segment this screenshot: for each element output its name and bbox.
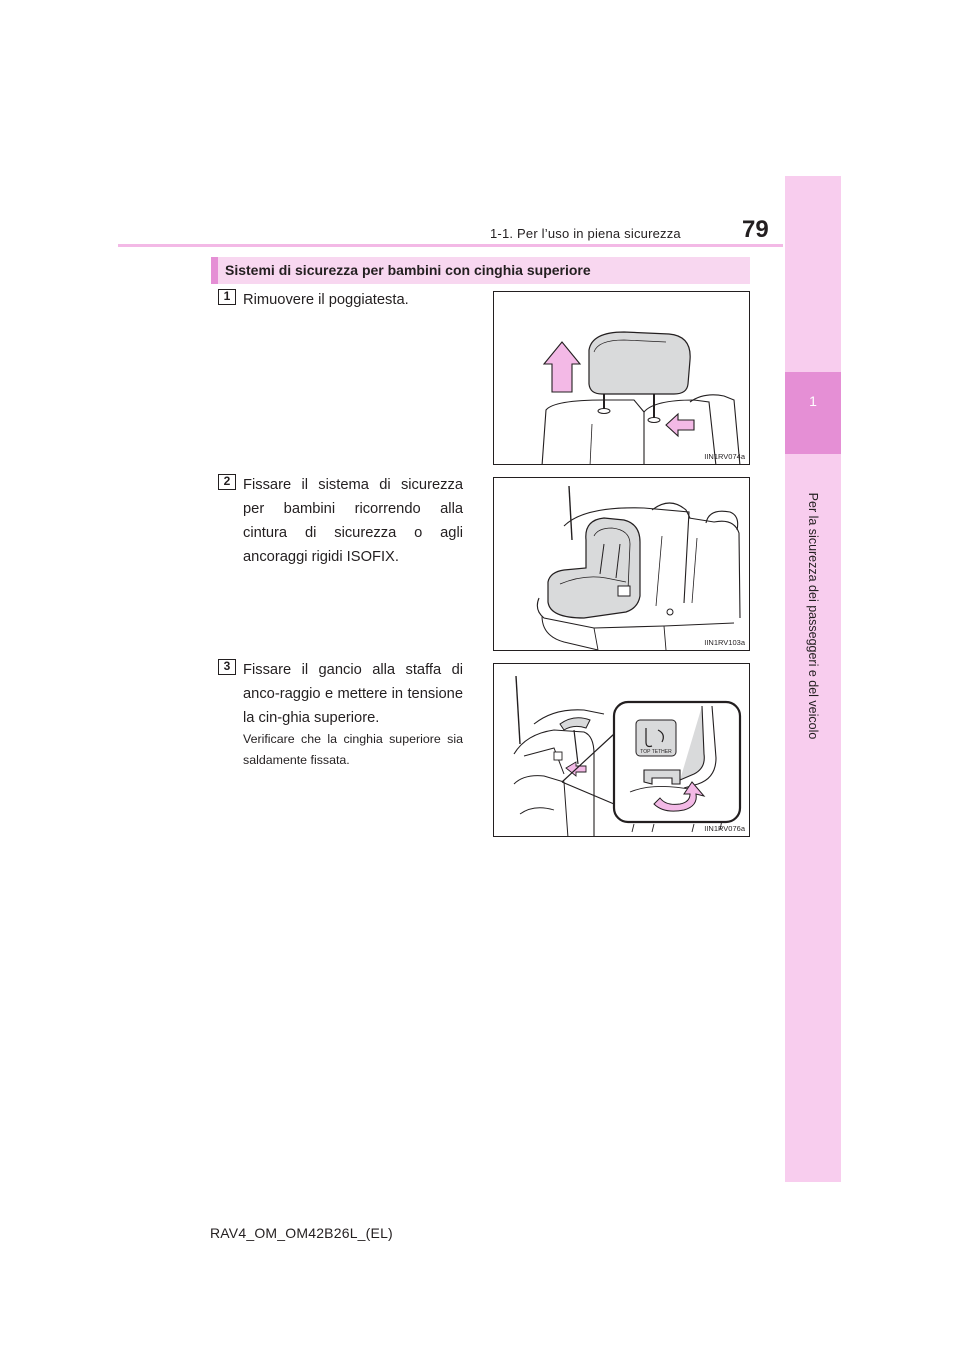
section-title: Sistemi di sicurezza per bambini con cinghia superiore xyxy=(225,262,591,278)
illustration-remove-headrest xyxy=(493,291,750,465)
step-1-number: 1 xyxy=(218,289,236,305)
step-3-number: 3 xyxy=(218,659,236,675)
step-2-number: 2 xyxy=(218,474,236,490)
header-section-title: 1-1. Per l’uso in piena sicurezza xyxy=(490,226,681,241)
headrest-drawing xyxy=(494,292,750,465)
section-heading-accent xyxy=(211,257,218,284)
footer-model-code: RAV4_OM_OM42B26L_(EL) xyxy=(210,1225,393,1241)
step-3-note: Verificare che la cinghia superiore sia saldamente fissata. xyxy=(243,732,463,767)
step-1-text: Rimuovere il poggiatesta. xyxy=(243,292,409,308)
chapter-tab-marker xyxy=(785,372,841,454)
chapter-title: Per la sicurezza dei passeggeri e del veicolo xyxy=(806,492,820,740)
step-3-text: Fissare il gancio alla staffa di anco-raggio e mettere in tensione la cin-ghia superiore. xyxy=(243,662,463,726)
illustration-code: IIN1RV074a xyxy=(704,452,745,461)
section-heading-bar xyxy=(211,257,750,284)
illustration-top-tether xyxy=(493,663,750,837)
header-divider xyxy=(118,244,783,247)
chapter-number: 1 xyxy=(809,393,817,409)
page-number: 79 xyxy=(742,216,769,243)
illustration-code: IIN1RV103a xyxy=(704,638,745,647)
child-seat-drawing xyxy=(494,478,750,651)
top-tether-drawing xyxy=(494,664,750,837)
top-tether-label: TOP TETHER xyxy=(640,749,672,755)
step-2-text: Fissare il sistema di sicurezza per bambini ricorrendo alla cintura di sicurezza o agli ancoraggi rigidi ISOFIX. xyxy=(243,477,463,565)
illustration-install-child-seat xyxy=(493,477,750,651)
illustration-code: IIN1RV076a xyxy=(704,824,745,833)
